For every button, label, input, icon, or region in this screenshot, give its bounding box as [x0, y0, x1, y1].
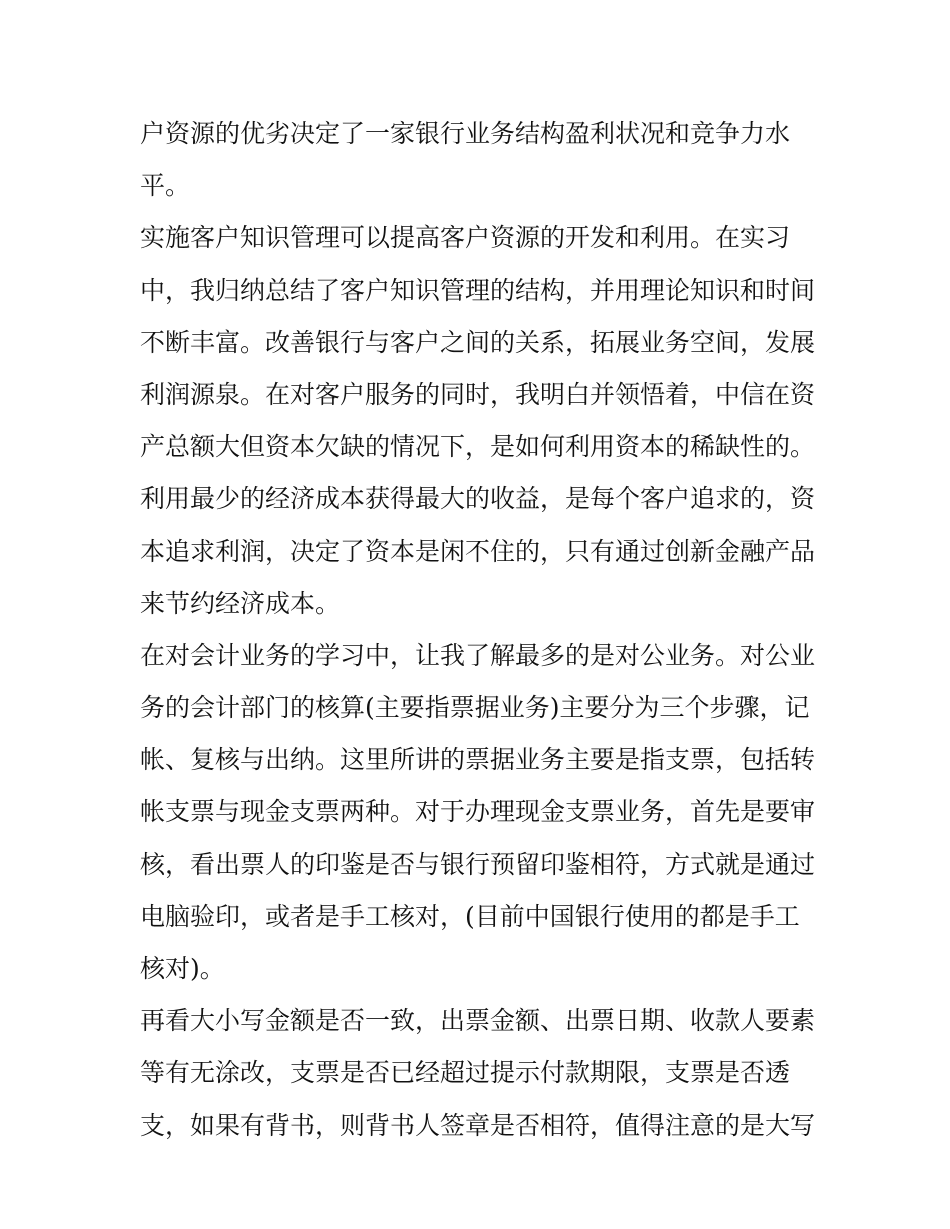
text-line: 本追求利润，决定了资本是闲不住的，只有通过创新金融产品 [140, 536, 816, 566]
body-text [140, 108, 820, 1152]
text-line: 中，我归纳总结了客户知识管理的结构，并用理论知识和时间 [140, 275, 816, 305]
text-line: 务的会计部门的核算(主要指票据业务)主要分为三个步骤，记 [140, 693, 810, 723]
text-line: 利用最少的经济成本获得最大的收益，是每个客户追求的，资 [140, 484, 816, 514]
text-line: 等有无涂改，支票是否已经超过提示付款期限，支票是否透 [140, 1058, 791, 1088]
text-line: 在对会计业务的学习中，让我了解最多的是对公业务。对公业 [140, 640, 816, 670]
text-line: 利润源泉。在对客户服务的同时，我明白并领悟着，中信在资 [140, 379, 816, 409]
text-line: 产总额大但资本欠缺的情况下，是如何利用资本的稀缺性的。 [140, 432, 816, 462]
text-line: 再看大小写金额是否一致，出票金额、出票日期、收款人要素 [140, 1006, 816, 1036]
text-line: 实施客户知识管理可以提高客户资源的开发和利用。在实习 [140, 223, 791, 253]
text-line: 帐、复核与出纳。这里所讲的票据业务主要是指支票，包括转 [140, 745, 816, 775]
text-line: 不断丰富。改善银行与客户之间的关系，拓展业务空间，发展 [140, 327, 816, 357]
text-line: 来节约经济成本。 [140, 588, 341, 618]
text-line: 帐支票与现金支票两种。对于办理现金支票业务，首先是要审 [140, 797, 816, 827]
text-line: 户资源的优劣决定了一家银行业务结构盈利状况和竞争力水 [140, 119, 791, 148]
text-line: 支，如果有背书，则背书人签章是否相符，值得注意的是大写 [140, 1110, 816, 1140]
text-line: 核对)。 [140, 954, 225, 983]
text-line: 核，看出票人的印鉴是否与银行预留印鉴相符，方式就是通过 [140, 849, 816, 879]
text-line: 平。 [140, 171, 191, 201]
text-line: 电脑验印，或者是手工核对，(目前中国银行使用的都是手工 [140, 901, 800, 931]
